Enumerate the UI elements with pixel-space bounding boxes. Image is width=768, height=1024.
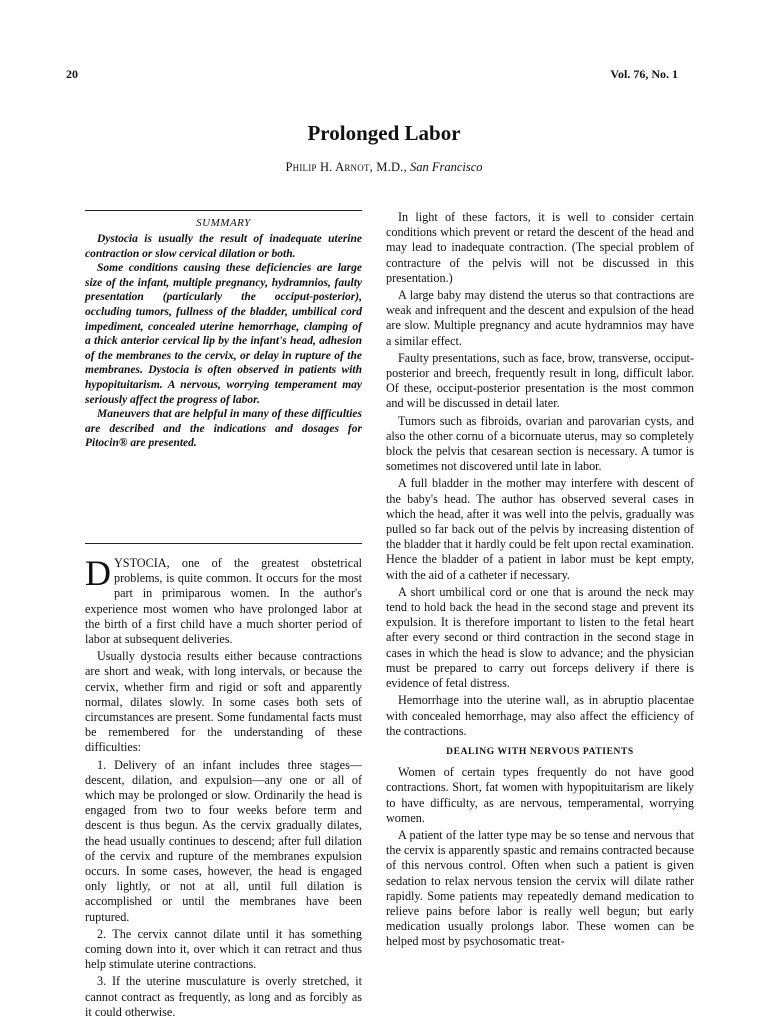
body-paragraph: Faulty presentations, such as face, brow, transverse, occiput-posterior and breech, frequently result in long, difficult labor. Of these, occiput-posterior presentation is the most common and will be discussed in detail later. — [386, 350, 694, 411]
body-paragraph: A patient of the latter type may be so tense and nervous that the cervix is apparently spastic and remains contracted because of this nervous control. Often when such a patient is given sedation to relax nervous tension the cervix will dilate rather rapidly. Some patients may repeatedly demand medication to relieve pains before labor is really well begun; but early medication usually prolongs labor. These women can be helped most by psychosomatic treat- — [386, 827, 694, 949]
intro-text: YSTOCIA, one of the greatest obstetrical problems, is quite common. It occurs for the most part in primiparous women. In the author's experience most women who have prolonged labor at the birth of a first child have a much shorter period of labor at subsequent deliveries. — [85, 556, 362, 647]
body-paragraph: 3. If the uterine musculature is overly stretched, it cannot contract as frequently, as long and as forcibly as it could otherwise. — [85, 974, 362, 1019]
summary-paragraph: Maneuvers that are helpful in many of these difficulties are described and the indications and dosages for Pitocin® are presented. — [85, 408, 362, 450]
article-title: Prolonged Labor — [307, 121, 461, 145]
body-paragraph: 2. The cervix cannot dilate until it has something coming down into it, over which it can retract and thus help stimulate uterine contractions. — [85, 926, 362, 972]
left-column — [85, 553, 362, 1020]
section-heading: DEALING WITH NERVOUS PATIENTS — [446, 746, 634, 757]
body-paragraph: 1. Delivery of an infant includes three stages—descent, dilation, and expulsion—any one or all of which may be prolonged or slow. Ordinarily the head is engaged from two to four weeks before term and descent is thus begun. As the cervix gradually dilates, the head usually continues to descend; after full dilation of the cervix and rupture of the membranes expulsion occurs. In some cases, however, the head is engaged only lightly, or not at all, until full dilation is accomplished or until the membranes have been ruptured. — [85, 757, 362, 924]
summary-paragraph: Dystocia is usually the result of inadequate uterine contraction or slow cervical dilation or both. — [85, 233, 362, 260]
body-paragraph: A full bladder in the mother may interfere with descent of the baby's head. The author has observed several cases in which the head, after it was well into the pelvis, gradually was pulled so far back out of the pelvis by increasing distention of the bladder that it hardly could be felt upon rectal examination. Hence the bladder of a patient in labor must be kept empty, with the aid of a catheter if necessary. — [386, 476, 694, 582]
author-name: Philip H. Arnot, M.D., — [285, 160, 407, 174]
author-location: San Francisco — [409, 160, 483, 174]
body-paragraph: Tumors such as fibroids, ovarian and parovarian cysts, and also the other cornu of a bicornuate uterus, may so completely block the pelvis that cesarean section is necessary. A tumor is sometimes not discovered until late in labor. — [386, 413, 694, 474]
summary-heading: SUMMARY — [196, 217, 251, 229]
byline — [0, 160, 768, 175]
body-paragraph: Women of certain types frequently do not have good contractions. Short, fat women with hypopituitarism are likely to have difficulty, as are nervous, temperamental, worrying women. — [386, 765, 694, 825]
body-paragraph: Usually dystocia results either because contractions are short and weak, with long intervals, or because the cervix, whether firm and rigid or soft and apparently normal, dilates slowly. In some cases both sets of circumstances are present. Some fundamental facts must be remembered for the understanding of these difficulties: — [85, 649, 362, 755]
journal-volume: Vol. 76, No. 1 — [610, 67, 678, 81]
right-column — [386, 210, 694, 950]
page-number: 20 — [66, 67, 78, 81]
drop-cap: D — [85, 553, 111, 593]
body-paragraph: In light of these factors, it is well to consider certain conditions which prevent or retard the descent of the head and may lead to inadequate contraction. (The special problem of contracture of the pelvis will not be discussed in this presentation.) — [386, 210, 694, 285]
body-paragraph: Hemorrhage into the uterine wall, as in abruptio placentae with concealed hemorrhage, may also affect the efficiency of the contractions. — [386, 693, 694, 738]
body-paragraph: A large baby may distend the uterus so that contractions are weak and infrequent and the descent and expulsion of the head are slow. Multiple pregnancy and acute hydramnios may have a similar effect. — [386, 288, 694, 348]
summary-paragraph: Some conditions causing these deficiencies are large size of the infant, multiple pregnancy, hydramnios, faulty presentation (particularly the occiput-posterior), occluding tumors, fullness of the bladder, umbilical cord impediment, concealed uterine hemorrhage, clamping of a thick anterior cervical lip by the infant's head, adhesion of the membranes to the cervix, or delay in rupture of the membranes. Dystocia is often observed in patients with hypopituitarism. A nervous, worrying temperament may seriously affect the progress of labor. — [85, 262, 362, 406]
intro-paragraph — [85, 553, 362, 647]
body-paragraph: A short umbilical cord or one that is around the neck may tend to hold back the head in the second stage and prevent its expulsion. It is therefore important to listen to the fetal heart after every second or third contraction in the second stage in cases in which the head is slow to advance; and the physician must be prepared to carry out forceps delivery if there is evidence of fetal distress. — [386, 584, 694, 691]
summary-box — [85, 210, 362, 451]
summary-divider — [85, 543, 362, 544]
